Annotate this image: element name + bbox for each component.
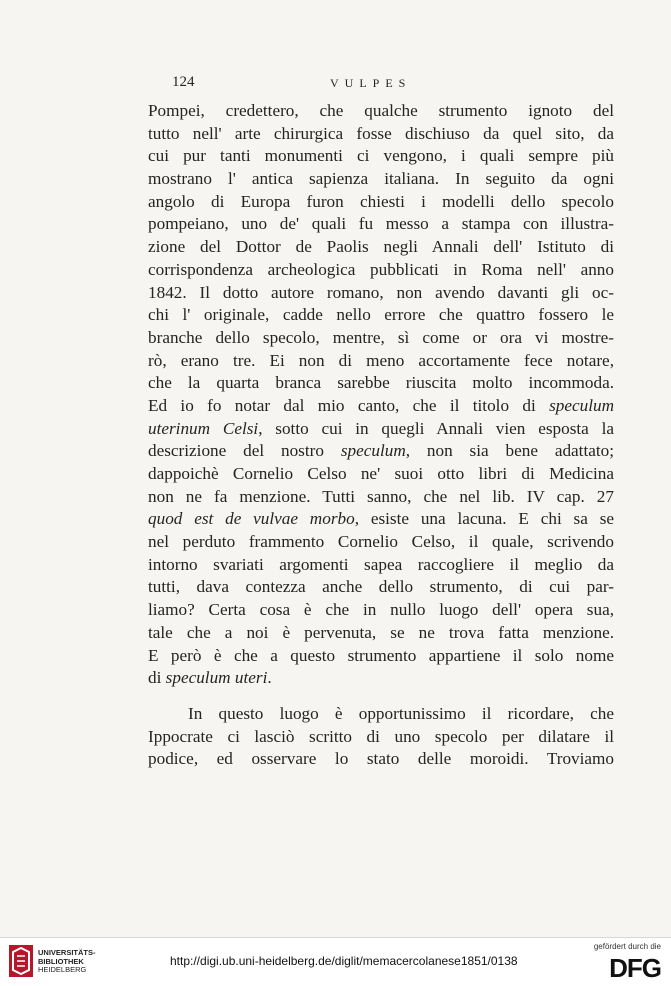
text-line: tale che a noi è pervenuta, se ne trova fatta menzione.	[148, 622, 614, 642]
text-line: branche dello specolo, mentre, sì come or ora vi mostre-	[148, 327, 614, 347]
text-line: intorno svariati argomenti sapea raccogliere il meglio da	[148, 554, 614, 574]
body-text	[148, 100, 614, 771]
text-line: liamo? Certa cosa è che in nullo luogo dell' opera sua,	[148, 600, 614, 620]
text-line: pompeiano, uno de' quali fu messo a stampa con illustra-	[148, 214, 614, 234]
text-line: che la quarta branca sarebbe riuscita molto incommoda.	[148, 373, 614, 393]
funded-by-label: gefördert durch die	[593, 942, 661, 951]
text-line: tutto nell' arte chirurgica fosse dischiuso da quel sito, da	[148, 123, 614, 143]
university-seal-icon	[8, 944, 34, 978]
dfg-logo: DFG	[609, 953, 661, 983]
text-line: E però è che a questo strumento appartiene il solo nome	[148, 645, 614, 665]
text-line: Pompei, credettero, che qualche strumento ignoto del	[148, 101, 614, 120]
text-line: uterinum Celsi, sotto cui in quegli Annali vien esposta la	[148, 418, 614, 438]
permalink-url[interactable]: http://digi.ub.uni-heidelberg.de/diglit/memacercolanese1851/0138	[170, 954, 518, 968]
page-header	[150, 74, 612, 98]
text-line: rò, erano tre. Ei non di meno accortamente fece notare,	[148, 350, 614, 370]
text-line: di speculum uteri.	[148, 668, 272, 688]
paragraph-first-line: In questo luogo è opportunissimo il ricordare, che	[188, 703, 614, 723]
text-line: non ne fa menzione. Tutti sanno, che nel lib. IV cap. 27	[148, 486, 614, 506]
text-line: quod est de vulvae morbo, esiste una lacuna. E chi sa se	[148, 509, 614, 529]
text-line: zione del Dottor de Paolis negli Annali dell' Istituto di	[148, 237, 614, 257]
page-number: 124	[172, 74, 195, 90]
text-line: tutti, dava contezza anche dello strumento, di cui par-	[148, 577, 614, 597]
viewer-footer	[0, 937, 671, 986]
text-line: mostrano l' antica sapienza italiana. In seguito da ogni	[148, 169, 614, 189]
text-line: corrispondenza archeologica pubblicati in Roma nell' anno	[148, 259, 614, 279]
text-line: chi l' originale, cadde nello errore che quattro fossero le	[148, 305, 614, 325]
text-line: nel perduto frammento Cornelio Celso, il quale, scrivendo	[148, 532, 614, 552]
text-line: Ippocrate ci lasciò scritto di uno specolo per dilatare il	[148, 726, 614, 746]
text-line: 1842. Il dotto autore romano, non avendo davanti gli oc-	[148, 282, 614, 302]
text-line: descrizione del nostro speculum, non sia bene adattato;	[148, 441, 614, 461]
text-line: Ed io fo notar dal mio canto, che il titolo di speculum	[148, 395, 614, 415]
text-line: angolo di Europa furon chiesti i modelli dello specolo	[148, 191, 614, 211]
text-line: podice, ed osservare lo stato delle moroidi. Troviamo	[148, 749, 614, 769]
text-line: dappoichè Cornelio Celso ne' suoi otto libri di Medicina	[148, 464, 614, 483]
text-line: cui pur tanti monumenti ci vengono, i quali sempre più	[148, 146, 614, 166]
library-name: UNIVERSITÄTS- BIBLIOTHEK HEIDELBERG	[38, 948, 96, 975]
running-title: VULPES	[330, 76, 412, 90]
